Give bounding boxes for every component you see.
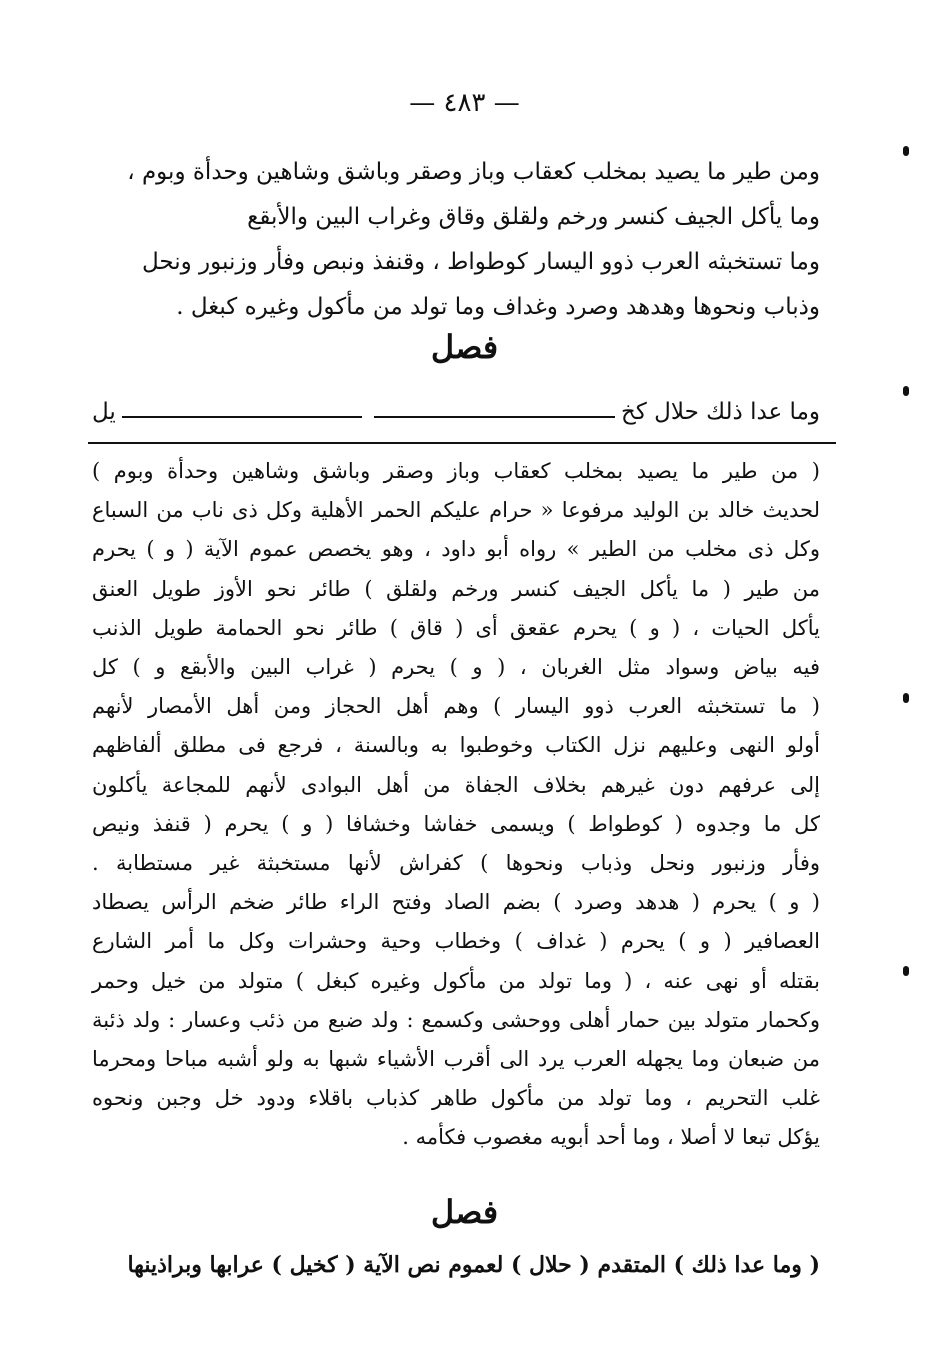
section-heading: فصل: [430, 328, 499, 366]
commentary-line: من ضبعان وما يجهله العرب يرد الى أقرب الأشياء شبها به ولو أشبه مباحا ومحرما: [92, 1047, 820, 1072]
margin-mark: [903, 146, 909, 156]
matn-line: ومن طير ما يصيد بمخلب كعقاب وباز وصقر وباشق وشاهين وحدأة وبوم ،: [127, 159, 820, 185]
commentary-line: أولو النهى وعليهم نزل الكتاب وخوطبوا به وبالسنة ، فرجع فى مطلق ألفاظهم: [92, 733, 820, 758]
page-number: — ٤٨٣ —: [409, 88, 520, 118]
commentary-line: ( ما تستخبثه العرب ذوو اليسار ) وهم أهل الحجاز ومن أهل الأمصار لأنهم: [92, 694, 820, 719]
commentary-line: لحديث خالد بن الوليد مرفوعا « حرام عليكم الحمر الأهلية وكل ذى ناب من السباع: [92, 498, 820, 523]
margin-mark: [903, 966, 909, 976]
commentary-line: كل ما وجدوه ( كوطواط ) ويسمى خفاشا وخشافا ( و ) يحرم ( قنفذ ونيص: [92, 811, 820, 836]
margin-mark: [903, 693, 909, 703]
dashed-rule: [374, 416, 615, 418]
commentary-line: وكل ذى مخلب من الطير » رواه أبو داود ، وهو يخصص عموم الآية ( و ) يحرم: [92, 537, 820, 562]
commentary-line: بقتله أو نهى عنه ، ( وما تولد من مأكول وغيره كبغل ) متولد من خيل وحمر: [92, 968, 820, 993]
commentary-line: وفأر وزنبور ونحل وذباب ونحوها ) كفراش لأنها مستخبثة غير مستطابة .: [92, 851, 820, 876]
commentary-line: ( و ) يحرم ( هدهد وصرد ) بضم الصاد وفتح الراء طائر ضخم الرأس يصطاد: [92, 890, 820, 915]
commentary-line: العصافير ( و ) يحرم ( غداف ) وخطاب وحية وحشرات وكل ما أمر الشارع: [92, 929, 820, 954]
commentary-line: وكحمار متولد بين حمار أهلى ووحشى وكسمع : ولد ضبع من ذئب وعسار : ولد ذئبة: [92, 1007, 820, 1032]
commentary-line: إلى عرفهم دون غيرهم بخلاف الجفاة من أهل البوادى لأنهم للمجاعة يأكلون: [92, 772, 820, 797]
section-divider: [88, 442, 836, 444]
margin-mark: [903, 386, 909, 396]
matn-line-continued: [92, 392, 820, 432]
matn-line: وما تستخبثه العرب ذوو اليسار كوطواط ، وقنفذ ونبص وفأر وزنبور ونحل: [141, 249, 820, 275]
commentary-line: ( وما عدا ذلك ) المتقدم ( حلال ) لعموم نص الآية ( كخيل ) عرابها وبراذينها: [127, 1252, 820, 1278]
commentary-line: غلب التحريم ، وما تولد من مأكول طاهر كذباب باقلاء ودود خل وجبن ونحوه: [92, 1086, 821, 1111]
section-heading: فصل: [430, 1193, 499, 1231]
matn-block: [92, 150, 820, 330]
matn-line: وما يأكل الجيف كنسر ورخم ولقلق وقاق وغراب البين والأبقع: [247, 204, 820, 230]
commentary-line: فيه بياض وسواد مثل الغربان ، ( و ) يحرم ( غراب البين والأبقع و ) كل: [92, 655, 820, 680]
commentary-line: من طير ( ما يأكل الجيف كنسر ورخم ولقلق ) طائر نحو الأوز طويل العنق: [92, 576, 820, 601]
commentary-line: ( من طير ما يصيد بمخلب كعقاب وباز وصقر وباشق وشاهين وحدأة وبوم ): [92, 459, 820, 483]
matn-line: وذباب ونحوها وهدهد وصرد وغداف وما تولد من مأكول وغيره كبغل .: [176, 294, 820, 320]
commentary-line: يأكل الحيات ، ( و ) يحرم عقعق أى ( قاق ) طائر نحو الحمامة طويل الذنب: [92, 615, 820, 640]
matn-line-start: وما عدا ذلك حلال كخ: [621, 399, 820, 425]
dashed-rule: [122, 416, 363, 418]
commentary-block: [92, 452, 820, 1158]
matn-line-end: يل: [92, 399, 116, 425]
commentary-line: يؤكل تبعا لا أصلا ، وما أحد أبويه مغصوب فكأمه .: [402, 1125, 820, 1150]
